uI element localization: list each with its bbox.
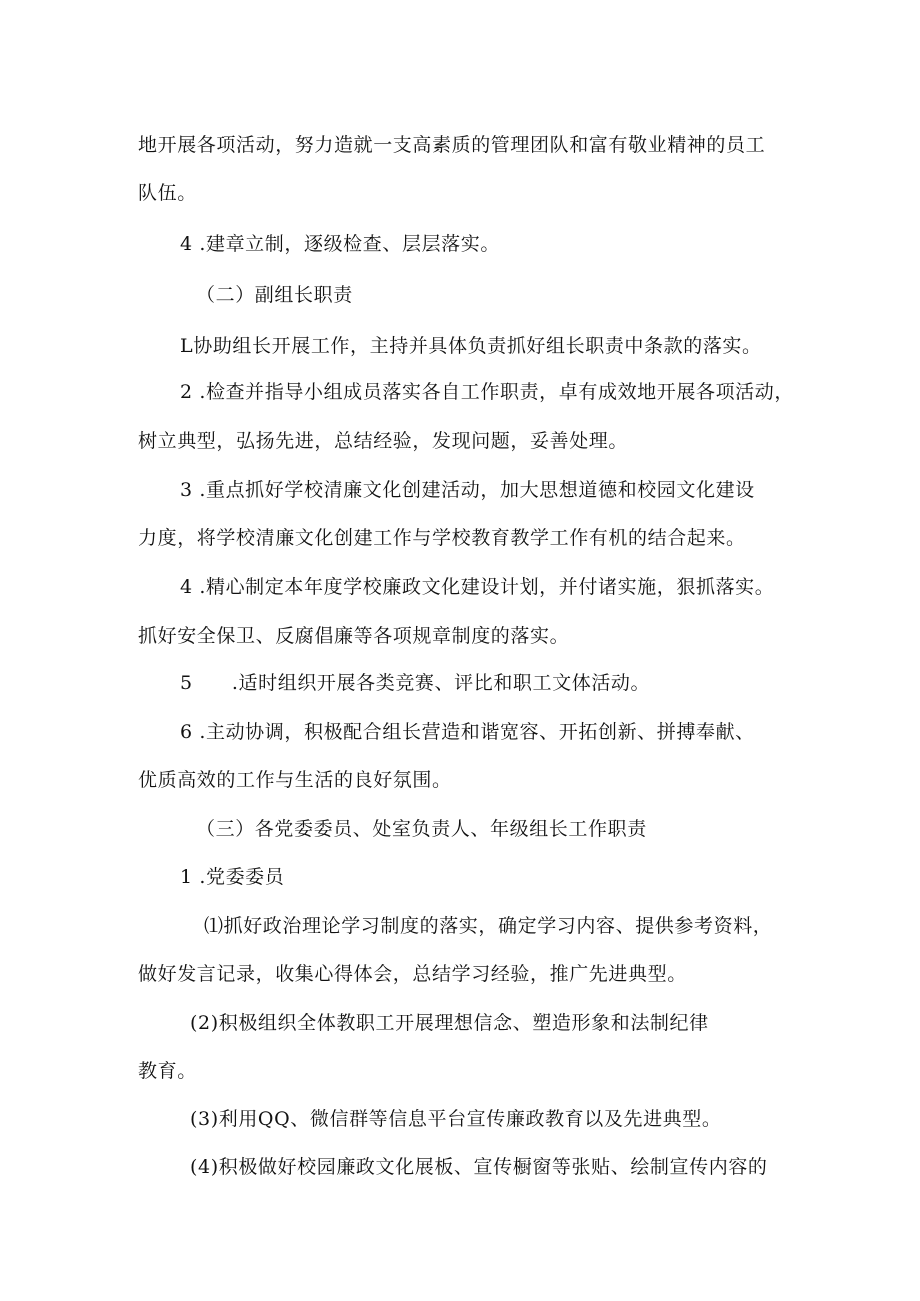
list-item: 5 .适时组织开展各类竞赛、评比和职工文体活动。 xyxy=(180,672,651,694)
text-line: 教育。 xyxy=(138,1060,197,1082)
text-line: 优质高效的工作与生活的良好氛围。 xyxy=(138,769,452,791)
list-item: 6 .主动协调，积极配合组长营造和谐宽容、开拓创新、拼搏奉献、 xyxy=(180,721,755,743)
list-item: ⑴抓好政治理论学习制度的落实，确定学习内容、提供参考资料， xyxy=(204,915,773,937)
list-item: (2)积极组织全体教职工开展理想信念、塑造形象和法制纪律 xyxy=(190,1012,709,1034)
list-item: (3)利用QQ、微信群等信息平台宣传廉政教育以及先进典型。 xyxy=(190,1108,722,1130)
list-item: L协助组长开展工作，主持并具体负责抓好组长职责中条款的落实。 xyxy=(180,335,762,357)
text-line: 力度，将学校清廉文化创建工作与学校教育教学工作有机的结合起来。 xyxy=(138,527,746,549)
text-line: 做好发言记录，收集心得体会，总结学习经验，推广先进典型。 xyxy=(138,963,687,985)
section-heading: （三）各党委委员、处室负责人、年级组长工作职责 xyxy=(196,818,647,840)
list-item: 4 .精心制定本年度学校廉政文化建设计划，并付诸实施，狠抓落实。 xyxy=(180,576,775,598)
text-line: 抓好安全保卫、反腐倡廉等各项规章制度的落实。 xyxy=(138,625,570,647)
list-item: (4)积极做好校园廉政文化展板、宣传橱窗等张贴、绘制宣传内容的 xyxy=(190,1156,768,1178)
list-item: 1 .党委委员 xyxy=(180,866,285,888)
list-item: 2 .检查并指导小组成员落实各自工作职责，卓有成效地开展各项活动， xyxy=(180,381,794,403)
list-item: 4 .建章立制，逐级检查、层层落实。 xyxy=(180,233,500,255)
text-line: 地开展各项活动，努力造就一支高素质的管理团队和富有敬业精神的员工 xyxy=(138,134,766,156)
text-line: 树立典型，弘扬先进，总结经验，发现问题，妥善处理。 xyxy=(138,430,629,452)
text-line: 队伍。 xyxy=(138,182,197,204)
list-item: 3 .重点抓好学校清廉文化创建活动，加大思想道德和校园文化建设 xyxy=(180,479,755,501)
section-heading: （二）副组长职责 xyxy=(196,284,353,306)
